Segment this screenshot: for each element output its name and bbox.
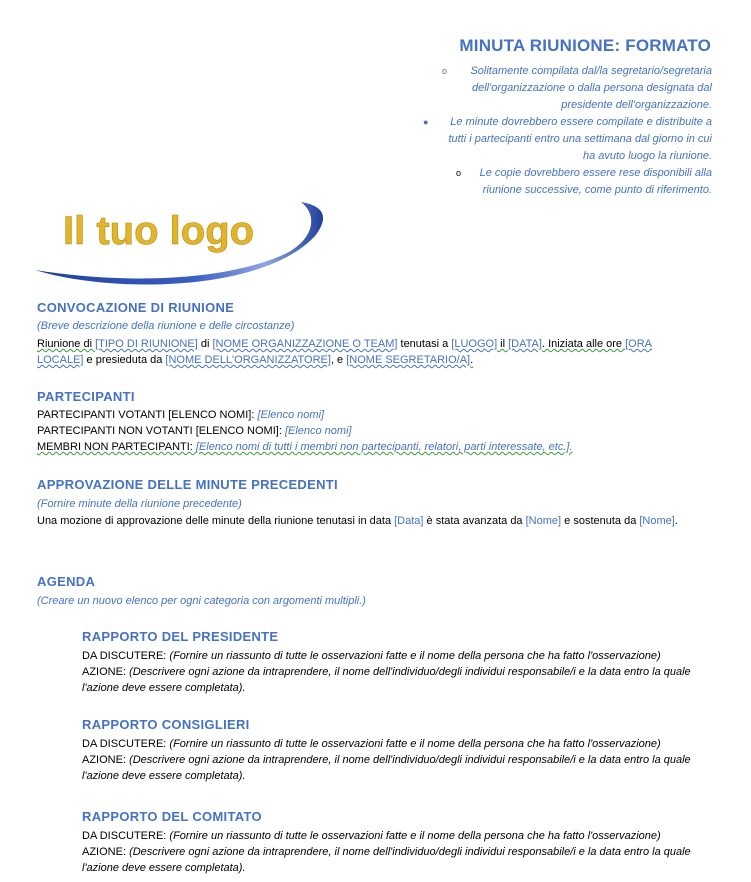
date-placeholder[interactable]: [DATA] [508, 338, 542, 350]
partecipanti-votanti [37, 408, 324, 423]
note-line: Solitamente compilata dal/la segretario/segretaria [470, 65, 712, 77]
text-segment: e presieduta da [83, 354, 166, 366]
agenda-item-discuss [82, 737, 661, 752]
convocazione-description: (Breve descrizione della riunione e delle circostanze) [37, 320, 295, 332]
agenda-item-discuss [82, 649, 661, 664]
agenda-item-title: RAPPORTO DEL PRESIDENTE [82, 629, 279, 644]
note-distribution [432, 114, 712, 165]
discuss-placeholder[interactable]: (Fornire un riassunto di tutte le osservazioni fatte e il nome della persona che ha fatto l'osservazione) [169, 830, 661, 842]
location-placeholder[interactable]: [LUOGO] [451, 338, 498, 350]
note-line: tutti i partecipanti entro una settimana dal giorno in cui [448, 133, 712, 145]
note-line: ha avuto luogo la riunione. [582, 150, 712, 162]
bullet-icon: ● [423, 117, 429, 127]
agenda-item-title: RAPPORTO DEL COMITATO [82, 809, 262, 824]
field-label: DA DISCUTERE: [82, 830, 170, 842]
secretary-placeholder[interactable]: [NOME SEGRETARIO/A] [346, 354, 471, 366]
field-label: DA DISCUTERE: [82, 738, 170, 750]
agenda-item-action [82, 753, 691, 768]
note-line: presidente dell'organizzazione. [561, 99, 712, 111]
organization-placeholder[interactable]: [NOME ORGANIZZAZIONE O TEAM] [212, 338, 398, 350]
text-segment: . Iniziata alle ore [541, 338, 626, 350]
time-placeholder[interactable]: [ORA [625, 338, 653, 350]
text-segment: , e [330, 354, 347, 366]
text-segment: Una mozione di approvazione delle minute della riunione tenutasi in data [37, 515, 395, 527]
logo-placeholder[interactable] [33, 196, 333, 286]
section-title-agenda: AGENDA [37, 574, 96, 589]
note-line: Le minute dovrebbero essere compilate e distribuite a [450, 116, 712, 128]
text-segment: . [674, 515, 678, 527]
note-line: Le copie dovrebbero essere rese disponibili alla [479, 167, 712, 179]
discuss-placeholder[interactable]: (Fornire un riassunto di tutte le osservazioni fatte e il nome della persona che ha fatto l'osservazione) [169, 738, 661, 750]
partecipanti-non-votanti [37, 424, 352, 439]
discuss-placeholder[interactable]: (Fornire un riassunto di tutte le osservazioni fatte e il nome della persona che ha fatto l'osservazione) [169, 650, 661, 662]
field-label: PARTECIPANTI NON VOTANTI [ELENCO NOMI]: [37, 425, 285, 437]
field-label: PARTECIPANTI VOTANTI [ELENCO NOMI]: [37, 409, 258, 421]
action-placeholder[interactable]: (Descrivere ogni azione da intraprendere, il nome dell'individuo/degli individui responsabile/i e la data entro la quale [129, 666, 691, 678]
bullet-icon: o [442, 66, 448, 76]
bullet-icon: o [456, 168, 462, 178]
nonvoting-names-placeholder[interactable]: [Elenco nomi] [284, 425, 352, 437]
agenda-item-title: RAPPORTO CONSIGLIERI [82, 717, 250, 732]
note-line: riunione successive, come punto di riferimento. [482, 184, 712, 196]
text-segment: tenutasi a [397, 338, 452, 350]
note-copies [462, 165, 712, 199]
text-segment: è stata avanzata da [423, 515, 526, 527]
agenda-item-action [82, 845, 691, 860]
agenda-item-discuss [82, 829, 661, 844]
agenda-item-action-cont: l'azione deve essere completata). [82, 862, 246, 874]
convocazione-line-2 [37, 353, 473, 368]
note-compilation [452, 63, 712, 114]
date-placeholder[interactable]: [Data] [394, 515, 424, 527]
note-line: dell'organizzazione o dalla persona designata dal [472, 82, 712, 94]
text-segment: il [497, 338, 509, 350]
agenda-item-action [82, 665, 691, 680]
action-placeholder[interactable]: (Descrivere ogni azione da intraprendere, il nome dell'individuo/degli individui responsabile/i e la data entro la quale [129, 754, 691, 766]
agenda-item-action-cont: l'azione deve essere completata). [82, 682, 246, 694]
convocazione-line-1 [37, 337, 652, 352]
field-label: DA DISCUTERE: [82, 650, 170, 662]
text-segment: . [470, 354, 474, 366]
logo-text: Il tuo logo [63, 209, 255, 253]
section-title-approvazione: APPROVAZIONE DELLE MINUTE PRECEDENTI [37, 477, 338, 492]
field-label: MEMBRI NON PARTECIPANTI: [37, 441, 196, 453]
seconder-name-placeholder[interactable]: [Nome] [639, 515, 675, 527]
field-label: AZIONE: [82, 846, 130, 858]
approvazione-description: (Fornire minute della riunione precedente) [37, 498, 242, 510]
field-label: AZIONE: [82, 754, 130, 766]
field-label: AZIONE: [82, 666, 130, 678]
text-segment: e sostenuta da [561, 515, 640, 527]
organizer-placeholder[interactable]: [NOME DELL'ORGANIZZATORE] [165, 354, 331, 366]
section-title-partecipanti: PARTECIPANTI [37, 389, 135, 404]
meeting-type-placeholder[interactable]: [TIPO DI RIUNIONE] [95, 338, 198, 350]
document-title: MINUTA RIUNIONE: FORMATO [459, 36, 711, 55]
absent-members-placeholder[interactable]: [Elenco nomi di tutti i membri non partecipanti, relatori, parti interessate, etc.]. [195, 441, 573, 453]
approvazione-line [37, 514, 678, 529]
agenda-item-action-cont: l'azione deve essere completata). [82, 770, 246, 782]
proposer-name-placeholder[interactable]: [Nome] [525, 515, 562, 527]
agenda-description: (Creare un nuovo elenco per ogni categoria con argomenti multipli.) [37, 595, 366, 607]
voting-names-placeholder[interactable]: [Elenco nomi] [257, 409, 325, 421]
section-title-convocazione: CONVOCAZIONE DI RIUNIONE [37, 300, 235, 315]
membri-non-partecipanti [37, 440, 573, 455]
time-placeholder-cont[interactable]: LOCALE] [37, 354, 84, 366]
text-segment: di [197, 338, 213, 350]
action-placeholder[interactable]: (Descrivere ogni azione da intraprendere, il nome dell'individuo/degli individui responsabile/i e la data entro la quale [129, 846, 691, 858]
text-segment: Riunione di [37, 338, 96, 350]
